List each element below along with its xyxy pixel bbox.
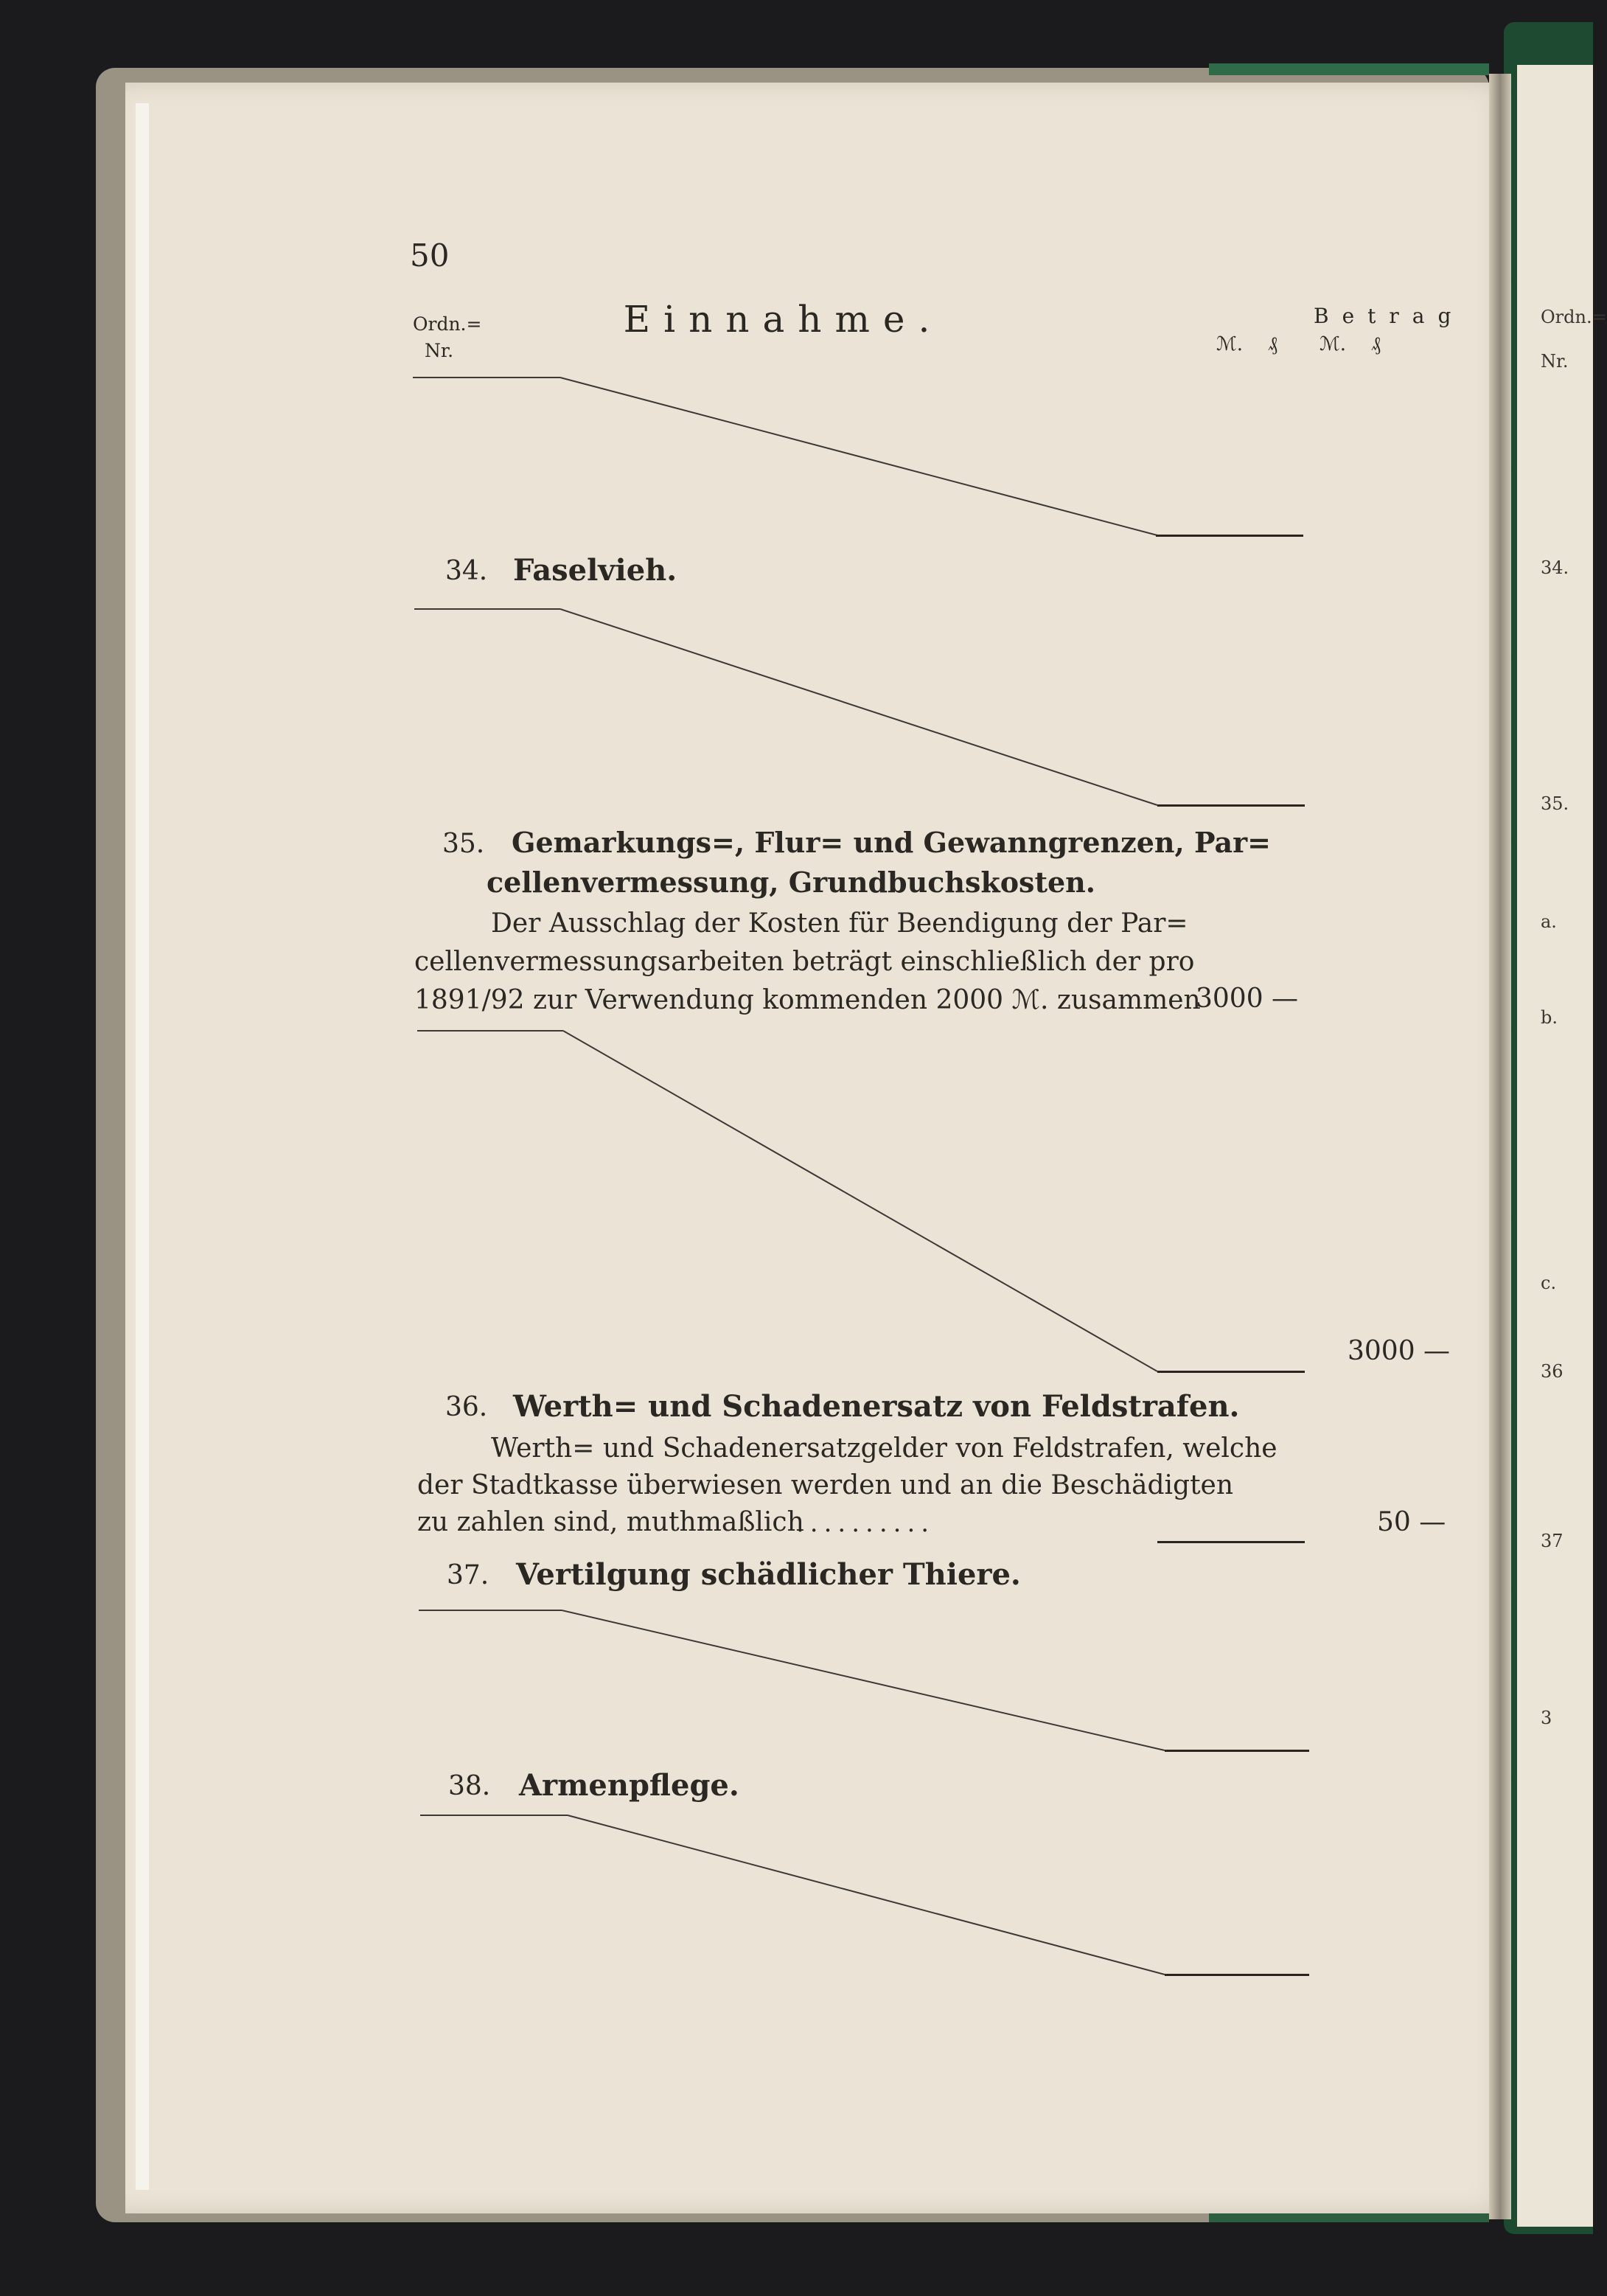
- next-35: 35.: [1541, 793, 1569, 814]
- entry-37-number: 37.: [447, 1560, 489, 1590]
- cancel-line-35: [563, 1031, 1157, 1371]
- next-38: 3: [1541, 1708, 1552, 1728]
- page-number: 50: [410, 237, 450, 274]
- entry-35-amount: 3000 —: [1196, 984, 1299, 1014]
- next-36: 36: [1541, 1361, 1564, 1382]
- unit-pf-2: ₰: [1371, 333, 1381, 355]
- next-c: c.: [1541, 1273, 1557, 1293]
- entry-38-title: Armenpflege.: [519, 1768, 739, 1803]
- unit-pf-1: ₰: [1268, 333, 1277, 355]
- sum-line-35: [1157, 1371, 1305, 1373]
- ordn-label: Ordn.=: [413, 313, 482, 335]
- cancel-line-34: [560, 609, 1157, 805]
- entry-35-text-line1: Der Ausschlag der Kosten für Beendigung der Par=: [491, 908, 1188, 939]
- page-title: Einnahme.: [623, 298, 944, 341]
- rule-38: [420, 1815, 568, 1816]
- cancel-line-37: [562, 1610, 1165, 1750]
- next-nr: Nr.: [1541, 351, 1569, 372]
- entry-35-total: 3000 —: [1348, 1336, 1451, 1366]
- next-b: b.: [1541, 1007, 1558, 1028]
- entry-35-title-line1: Gemarkungs=, Flur= und Gewanngrenzen, Par=: [512, 826, 1272, 859]
- entry-35-title-line2: cellenvermessung, Grundbuchskosten.: [487, 866, 1096, 899]
- sum-line-header: [1156, 535, 1303, 537]
- next-34: 34.: [1541, 557, 1569, 578]
- entry-36-total: 50 —: [1377, 1507, 1446, 1537]
- entry-37-title: Vertilgung schädlicher Thiere.: [516, 1557, 1021, 1592]
- entry-35-text-line3: 1891/92 zur Verwendung kommenden 2000 ℳ. zusammen: [414, 985, 1201, 1015]
- rule-34: [414, 608, 560, 610]
- entry-36-leader-dots: ..........: [796, 1509, 935, 1538]
- entry-38-number: 38.: [448, 1771, 491, 1801]
- entry-36-text-line1: Werth= und Schadenersatzgelder von Feldstrafen, welche: [491, 1433, 1277, 1464]
- sum-line-38: [1165, 1974, 1309, 1976]
- entry-36-title: Werth= und Schadenersatz von Feldstrafen.: [513, 1389, 1240, 1424]
- sum-line-36: [1157, 1541, 1305, 1543]
- cancel-line-38: [568, 1815, 1165, 1975]
- next-a: a.: [1541, 911, 1557, 932]
- column-header-betrag: Betrag: [1314, 304, 1465, 328]
- rule-35: [417, 1030, 563, 1032]
- cancel-line-header: [560, 378, 1157, 535]
- nr-label: Nr.: [425, 340, 454, 361]
- next-37: 37: [1541, 1531, 1564, 1551]
- unit-mark-2: ℳ.: [1320, 333, 1347, 355]
- entry-34-number: 34.: [445, 556, 488, 586]
- sum-line-34: [1157, 804, 1305, 807]
- entry-34-title: Faselvieh.: [513, 553, 677, 588]
- sum-line-37: [1165, 1750, 1309, 1752]
- entry-35-number: 35.: [442, 829, 485, 859]
- unit-mark-1: ℳ.: [1216, 333, 1244, 355]
- entry-35-text-line2: cellenvermessungsarbeiten beträgt einschließlich der pro: [414, 947, 1195, 977]
- next-ordn: Ordn.=: [1541, 307, 1607, 327]
- rule-37: [419, 1610, 562, 1611]
- entry-36-number: 36.: [445, 1392, 488, 1422]
- rule-header: [413, 377, 560, 378]
- entry-36-text-line2: der Stadtkasse überwiesen werden und an die Beschädigten: [417, 1470, 1234, 1500]
- entry-36-text-line3: zu zahlen sind, muthmaßlich: [417, 1507, 804, 1537]
